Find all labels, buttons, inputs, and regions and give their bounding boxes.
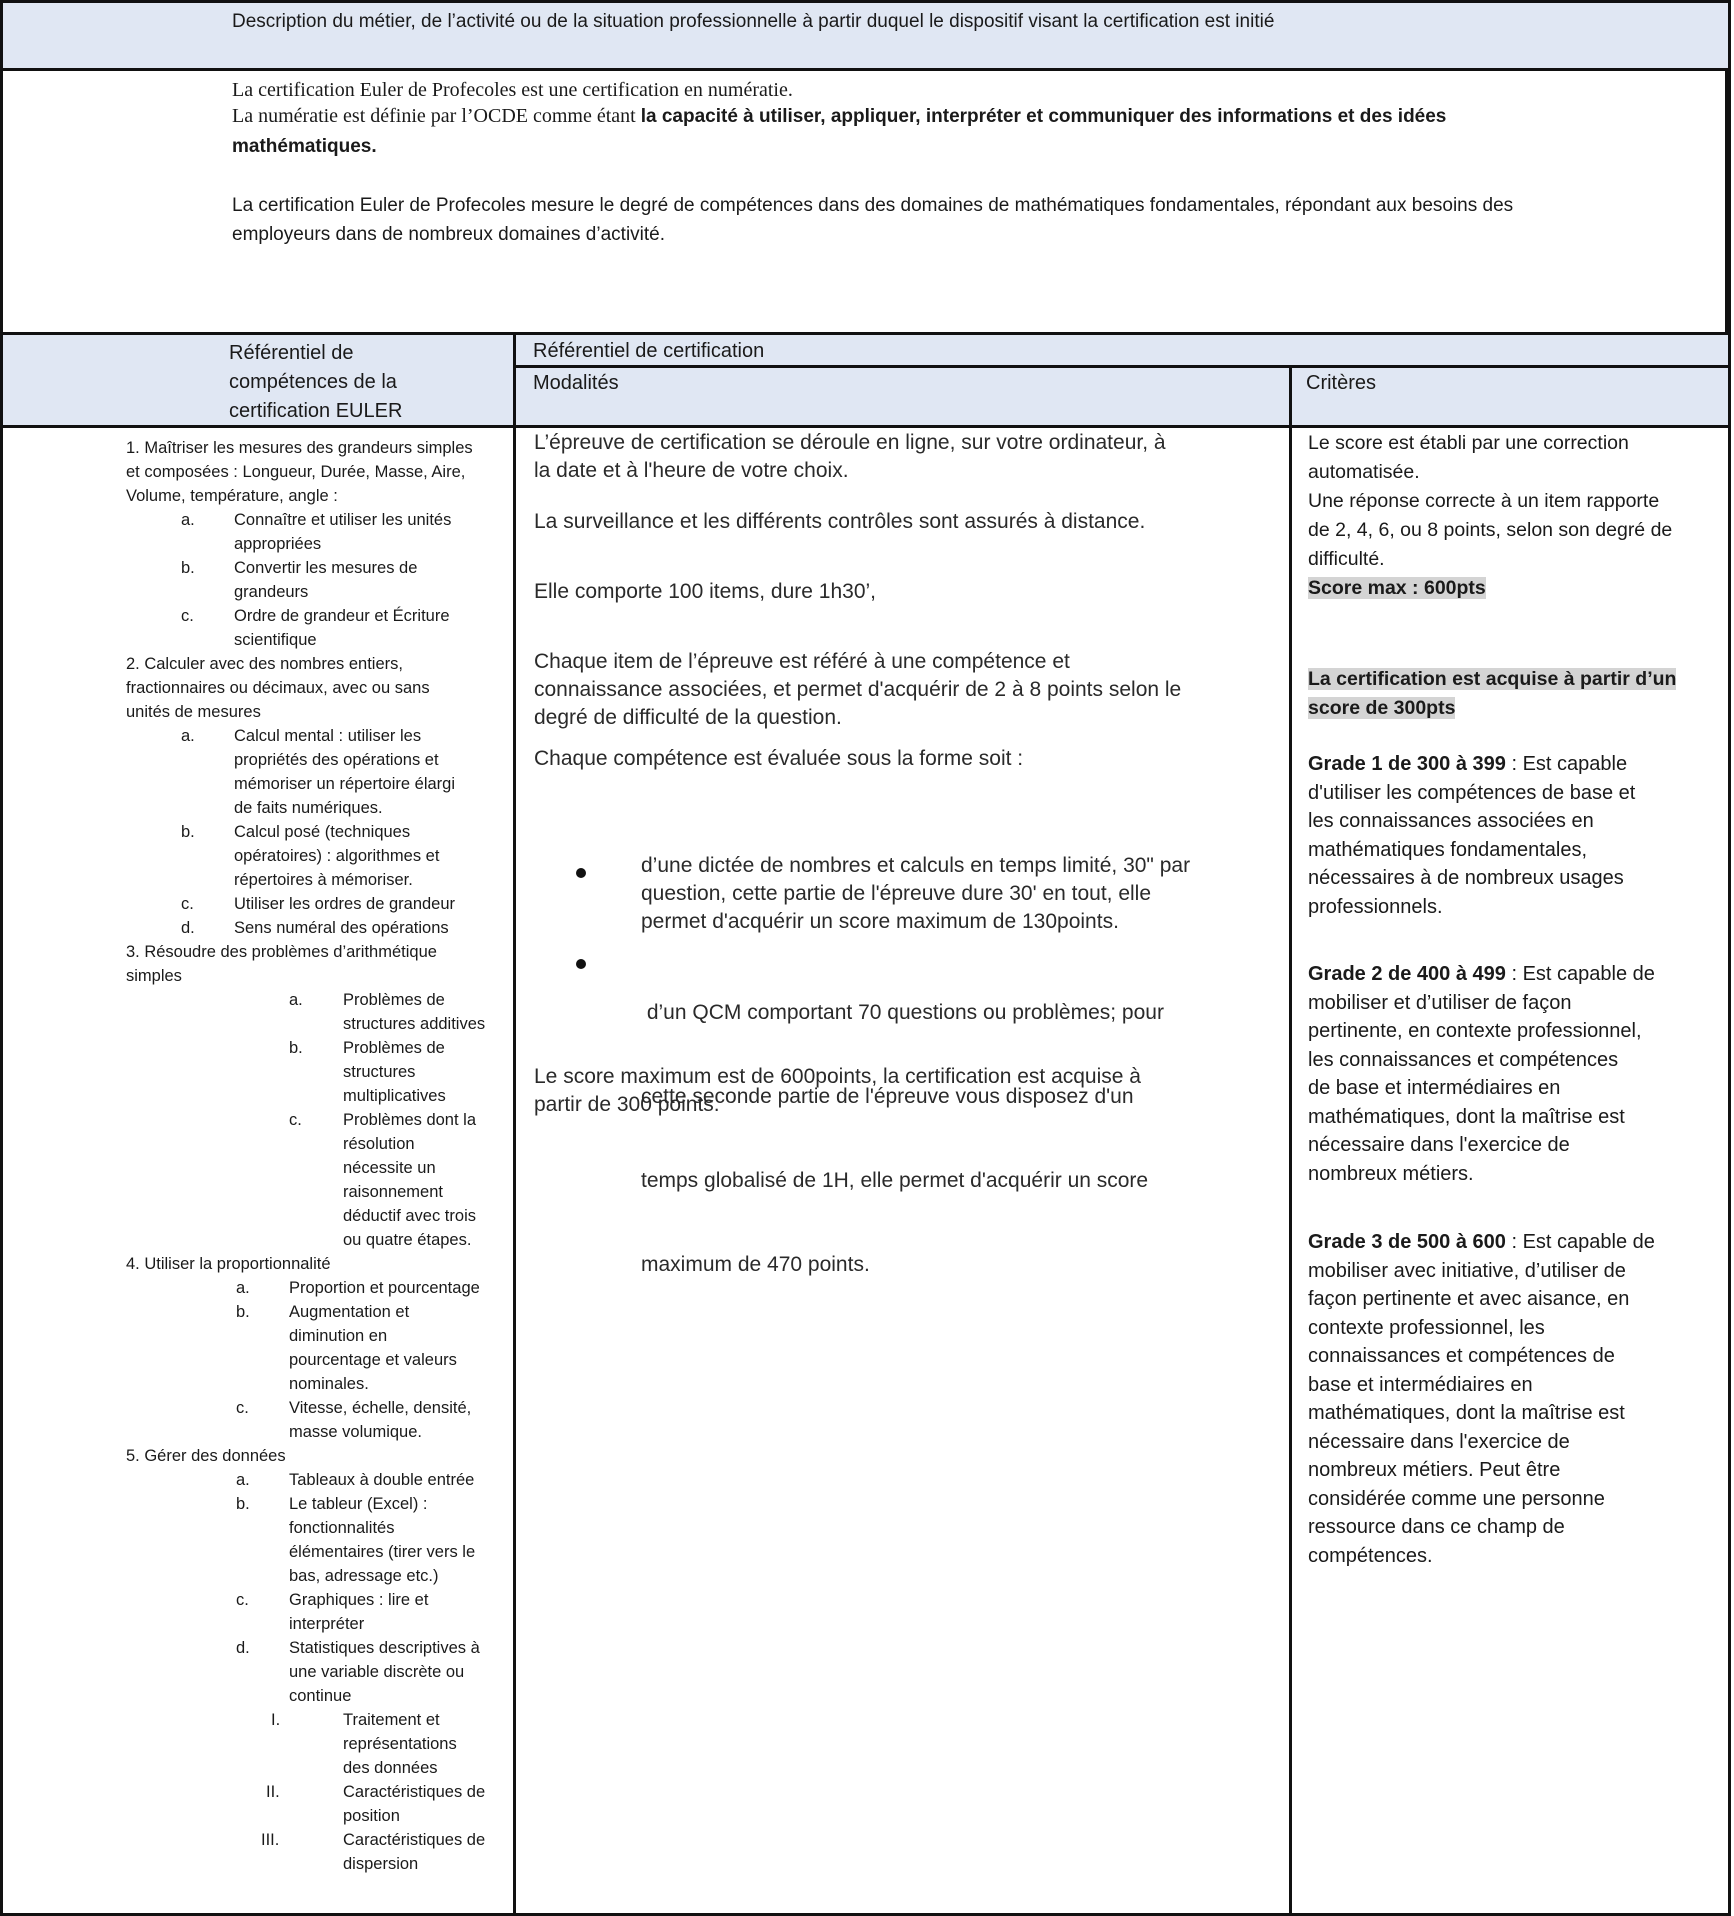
description-body (3, 71, 1728, 335)
list-marker: a. (289, 991, 303, 1009)
competence-line: et composées : Longueur, Durée, Masse, Aire, (126, 463, 466, 481)
criteres-acquise: La certification est acquise à partir d’un score de 300pts (1308, 668, 1677, 719)
competence-line: continue (289, 1687, 352, 1705)
grade-1-label: Grade 1 de 300 à 399 (1308, 753, 1506, 775)
competence-line: Problèmes de (343, 1039, 445, 1057)
modalites-para-score: Le score maximum est de 600points, la certification est acquise à partir de 300 points. (534, 1065, 1141, 1116)
competence-line: 1. Maîtriser les mesures des grandeurs simples (126, 439, 473, 457)
competences-column (3, 428, 516, 1913)
competence-line: Calcul posé (techniques (234, 823, 411, 841)
modalites-para-items: Elle comporte 100 items, dure 1h30’, (534, 580, 877, 603)
competence-line: répertoires à mémoriser. (234, 871, 413, 889)
competence-line: fractionnaires ou décimaux, avec ou sans (126, 679, 430, 697)
competence-line: scientifique (234, 631, 317, 649)
modalites-bullet-dictee: d’une dictée de nombres et calculs en temps limité, 30" par question, cette partie de l'épreuve dure 30' en tout, elle permet d'acquérir un score maximum de 130points. (641, 854, 1191, 933)
competence-line: élémentaires (tirer vers le (289, 1543, 476, 1561)
modalites-para-forms: Chaque compétence est évaluée sous la forme soit : (534, 747, 1024, 770)
competence-line: propriétés des opérations et (234, 751, 439, 769)
bullet-icon (576, 959, 586, 969)
list-marker: c. (181, 607, 194, 625)
competence-line: pourcentage et valeurs (289, 1351, 457, 1369)
certification-table (0, 332, 1731, 1916)
modalites-para-referencing: Chaque item de l’épreuve est référé à une compétence et connaissance associées, et permet d'acquérir de 2 à 8 points selon le degré de difficulté de la question. (534, 650, 1182, 729)
competence-line: Connaître et utiliser les unités (234, 511, 452, 529)
list-marker: a. (181, 727, 195, 745)
competence-line: appropriées (234, 535, 322, 553)
competence-line: Le tableur (Excel) : (289, 1495, 428, 1513)
criteres-grade-2: Grade 2 de 400 à 499 : Est capable de mobiliser et d’utiliser de façon pertinente, en contexte professionnel, les connaissances et compétences de base et intermédiaires en mathématiques, dont la maîtrise est nécessaire dans l'exercice de nombreux métiers. (1308, 963, 1655, 1185)
grade-3-label: Grade 3 de 500 à 600 (1308, 1231, 1506, 1253)
competence-line: mémoriser un répertoire élargi (234, 775, 456, 793)
competence-line: dispersion (343, 1855, 419, 1873)
modalites-para-online: L’épreuve de certification se déroule en ligne, sur votre ordinateur, à la date et à l'heure de votre choix. (534, 431, 1166, 482)
competence-line: Problèmes dont la (343, 1111, 476, 1129)
competence-line: nécessite un (343, 1159, 436, 1177)
list-marker: II. (266, 1783, 280, 1801)
score-max-highlight: Score max : 600pts (1308, 577, 1486, 599)
list-marker: a. (236, 1471, 250, 1489)
competence-line: 5. Gérer des données (126, 1447, 286, 1465)
competence-line: résolution (343, 1135, 415, 1153)
modalites-bullet-qcm: d’un QCM comportant 70 questions ou problèmes; pour cette seconde partie de l'épreuve vous disposez d'un temps globalisé de 1H, elle permet d'acquérir un score maximum de 470 points. (641, 1001, 1164, 1276)
competence-line: raisonnement (343, 1183, 443, 1201)
description-header (3, 3, 1728, 71)
competence-line: grandeurs (234, 583, 309, 601)
competence-line: Caractéristiques de (343, 1783, 486, 1801)
list-marker: b. (181, 823, 195, 841)
description-line-1: La certification Euler de Profecoles est une certification en numératie. (232, 79, 793, 101)
competence-line: Graphiques : lire et (289, 1591, 429, 1609)
list-marker: d. (236, 1639, 250, 1657)
competence-line: Volume, température, angle : (126, 487, 338, 505)
competence-line: 2. Calculer avec des nombres entiers, (126, 655, 403, 673)
description-heading: Description du métier, de l’activité ou de la situation professionnelle à partir duquel le dispositif visant la certification est initié (232, 11, 1275, 32)
competence-line: Augmentation et (289, 1303, 410, 1321)
list-marker: c. (181, 895, 194, 913)
competence-line: Convertir les mesures de (234, 559, 418, 577)
competence-line: Traitement et (343, 1711, 440, 1729)
competence-line: 3. Résoudre des problèmes d’arithmétique (126, 943, 437, 961)
criteres-grade-3: Grade 3 de 500 à 600 : Est capable de mobiliser avec initiative, d’utiliser de façon pertinente et avec aisance, en contexte professionnel, les connaissances et compétences de base et intermédiaires en mathématiques, dont la maîtrise est nécessaire dans l'exercice de nombreux métiers. Peut être considérée comme une personne ressource dans ce champ de compétences. (1308, 1231, 1655, 1567)
grade-2-label: Grade 2 de 400 à 499 (1308, 963, 1506, 985)
competence-line: 4. Utiliser la proportionnalité (126, 1255, 331, 1273)
header-referentiel-certification: Référentiel de certification (516, 335, 1728, 368)
list-marker: a. (181, 511, 195, 529)
list-marker: a. (236, 1279, 250, 1297)
competence-line: opératoires) : algorithmes et (234, 847, 440, 865)
competence-line: position (343, 1807, 400, 1825)
competence-line: Calcul mental : utiliser les (234, 727, 422, 745)
competence-line: Tableaux à double entrée (289, 1471, 475, 1489)
competence-line: Caractéristiques de (343, 1831, 486, 1849)
header-criteres: Critères (1292, 368, 1728, 428)
modalites-column (516, 428, 1292, 1913)
list-marker: III. (261, 1831, 280, 1849)
modalites-para-surveillance: La surveillance et les différents contrôles sont assurés à distance. (534, 510, 1146, 533)
description-para-2-line-2: employeurs dans de nombreux domaines d’activité. (232, 224, 666, 245)
competence-line: Proportion et pourcentage (289, 1279, 480, 1297)
description-line-2: La numératie est définie par l’OCDE comme étant la capacité à utiliser, appliquer, interpréter et communiquer des informations et des idées (232, 105, 1447, 127)
list-marker: c. (236, 1399, 249, 1417)
criteres-column (1292, 428, 1728, 1913)
list-marker: d. (181, 919, 195, 937)
list-marker: b. (236, 1303, 250, 1321)
description-para-2-line-1: La certification Euler de Profecoles mesure le degré de compétences dans des domaines de mathématiques fondamentales, répondant aux besoins des (232, 195, 1514, 216)
competence-line: nominales. (289, 1375, 369, 1393)
list-marker: I. (271, 1711, 281, 1729)
competence-line: déductif avec trois (343, 1207, 476, 1225)
bullet-icon (576, 868, 586, 878)
competence-line: fonctionnalités (289, 1519, 395, 1537)
criteres-scoring-para: Le score est établi par une correction automatisée. Une réponse correcte à un item rapporte de 2, 4, 6, ou 8 points, selon son degré de difficulté. Score max : 600pts (1308, 432, 1673, 599)
competence-line: structures additives (343, 1015, 486, 1033)
competence-line: diminution en (289, 1327, 388, 1345)
competence-line: Statistiques descriptives à (289, 1639, 480, 1657)
list-marker: b. (181, 559, 195, 577)
competence-line: de faits numériques. (234, 799, 383, 817)
description-line-3: mathématiques. (232, 136, 377, 157)
competence-line: une variable discrète ou (289, 1663, 465, 1681)
list-marker: b. (289, 1039, 303, 1057)
competence-line: multiplicatives (343, 1087, 446, 1105)
numeratie-definition: la capacité à utiliser, appliquer, interpréter et communiquer des informations et des idées (640, 106, 1447, 127)
competence-line: Sens numéral des opérations (234, 919, 449, 937)
competence-line: structures (343, 1063, 416, 1081)
header-modalites: Modalités (516, 368, 1292, 428)
list-marker: c. (236, 1591, 249, 1609)
competence-line: unités de mesures (126, 703, 261, 721)
header-competences: Référentiel de compétences de la certification EULER (3, 335, 516, 428)
competence-line: bas, adressage etc.) (289, 1567, 439, 1585)
competence-line: Vitesse, échelle, densité, (289, 1399, 472, 1417)
competence-line: représentations (343, 1735, 457, 1753)
competence-line: simples (126, 967, 182, 985)
competence-line: masse volumique. (289, 1423, 422, 1441)
competence-line: Problèmes de (343, 991, 445, 1009)
list-marker: b. (236, 1495, 250, 1513)
list-marker: c. (289, 1111, 302, 1129)
competence-line: ou quatre étapes. (343, 1231, 472, 1249)
description-section (0, 0, 1731, 335)
competence-line: Utiliser les ordres de grandeur (234, 895, 456, 913)
criteres-grade-1: Grade 1 de 300 à 399 : Est capable d'utiliser les compétences de base et les connaissances associées en mathématiques fondamentales, nécessaires à de nombreux usages professionnels. (1308, 753, 1636, 918)
competence-line: interpréter (289, 1615, 365, 1633)
competence-line: des données (343, 1759, 438, 1777)
competence-line: Ordre de grandeur et Écriture (234, 607, 450, 625)
